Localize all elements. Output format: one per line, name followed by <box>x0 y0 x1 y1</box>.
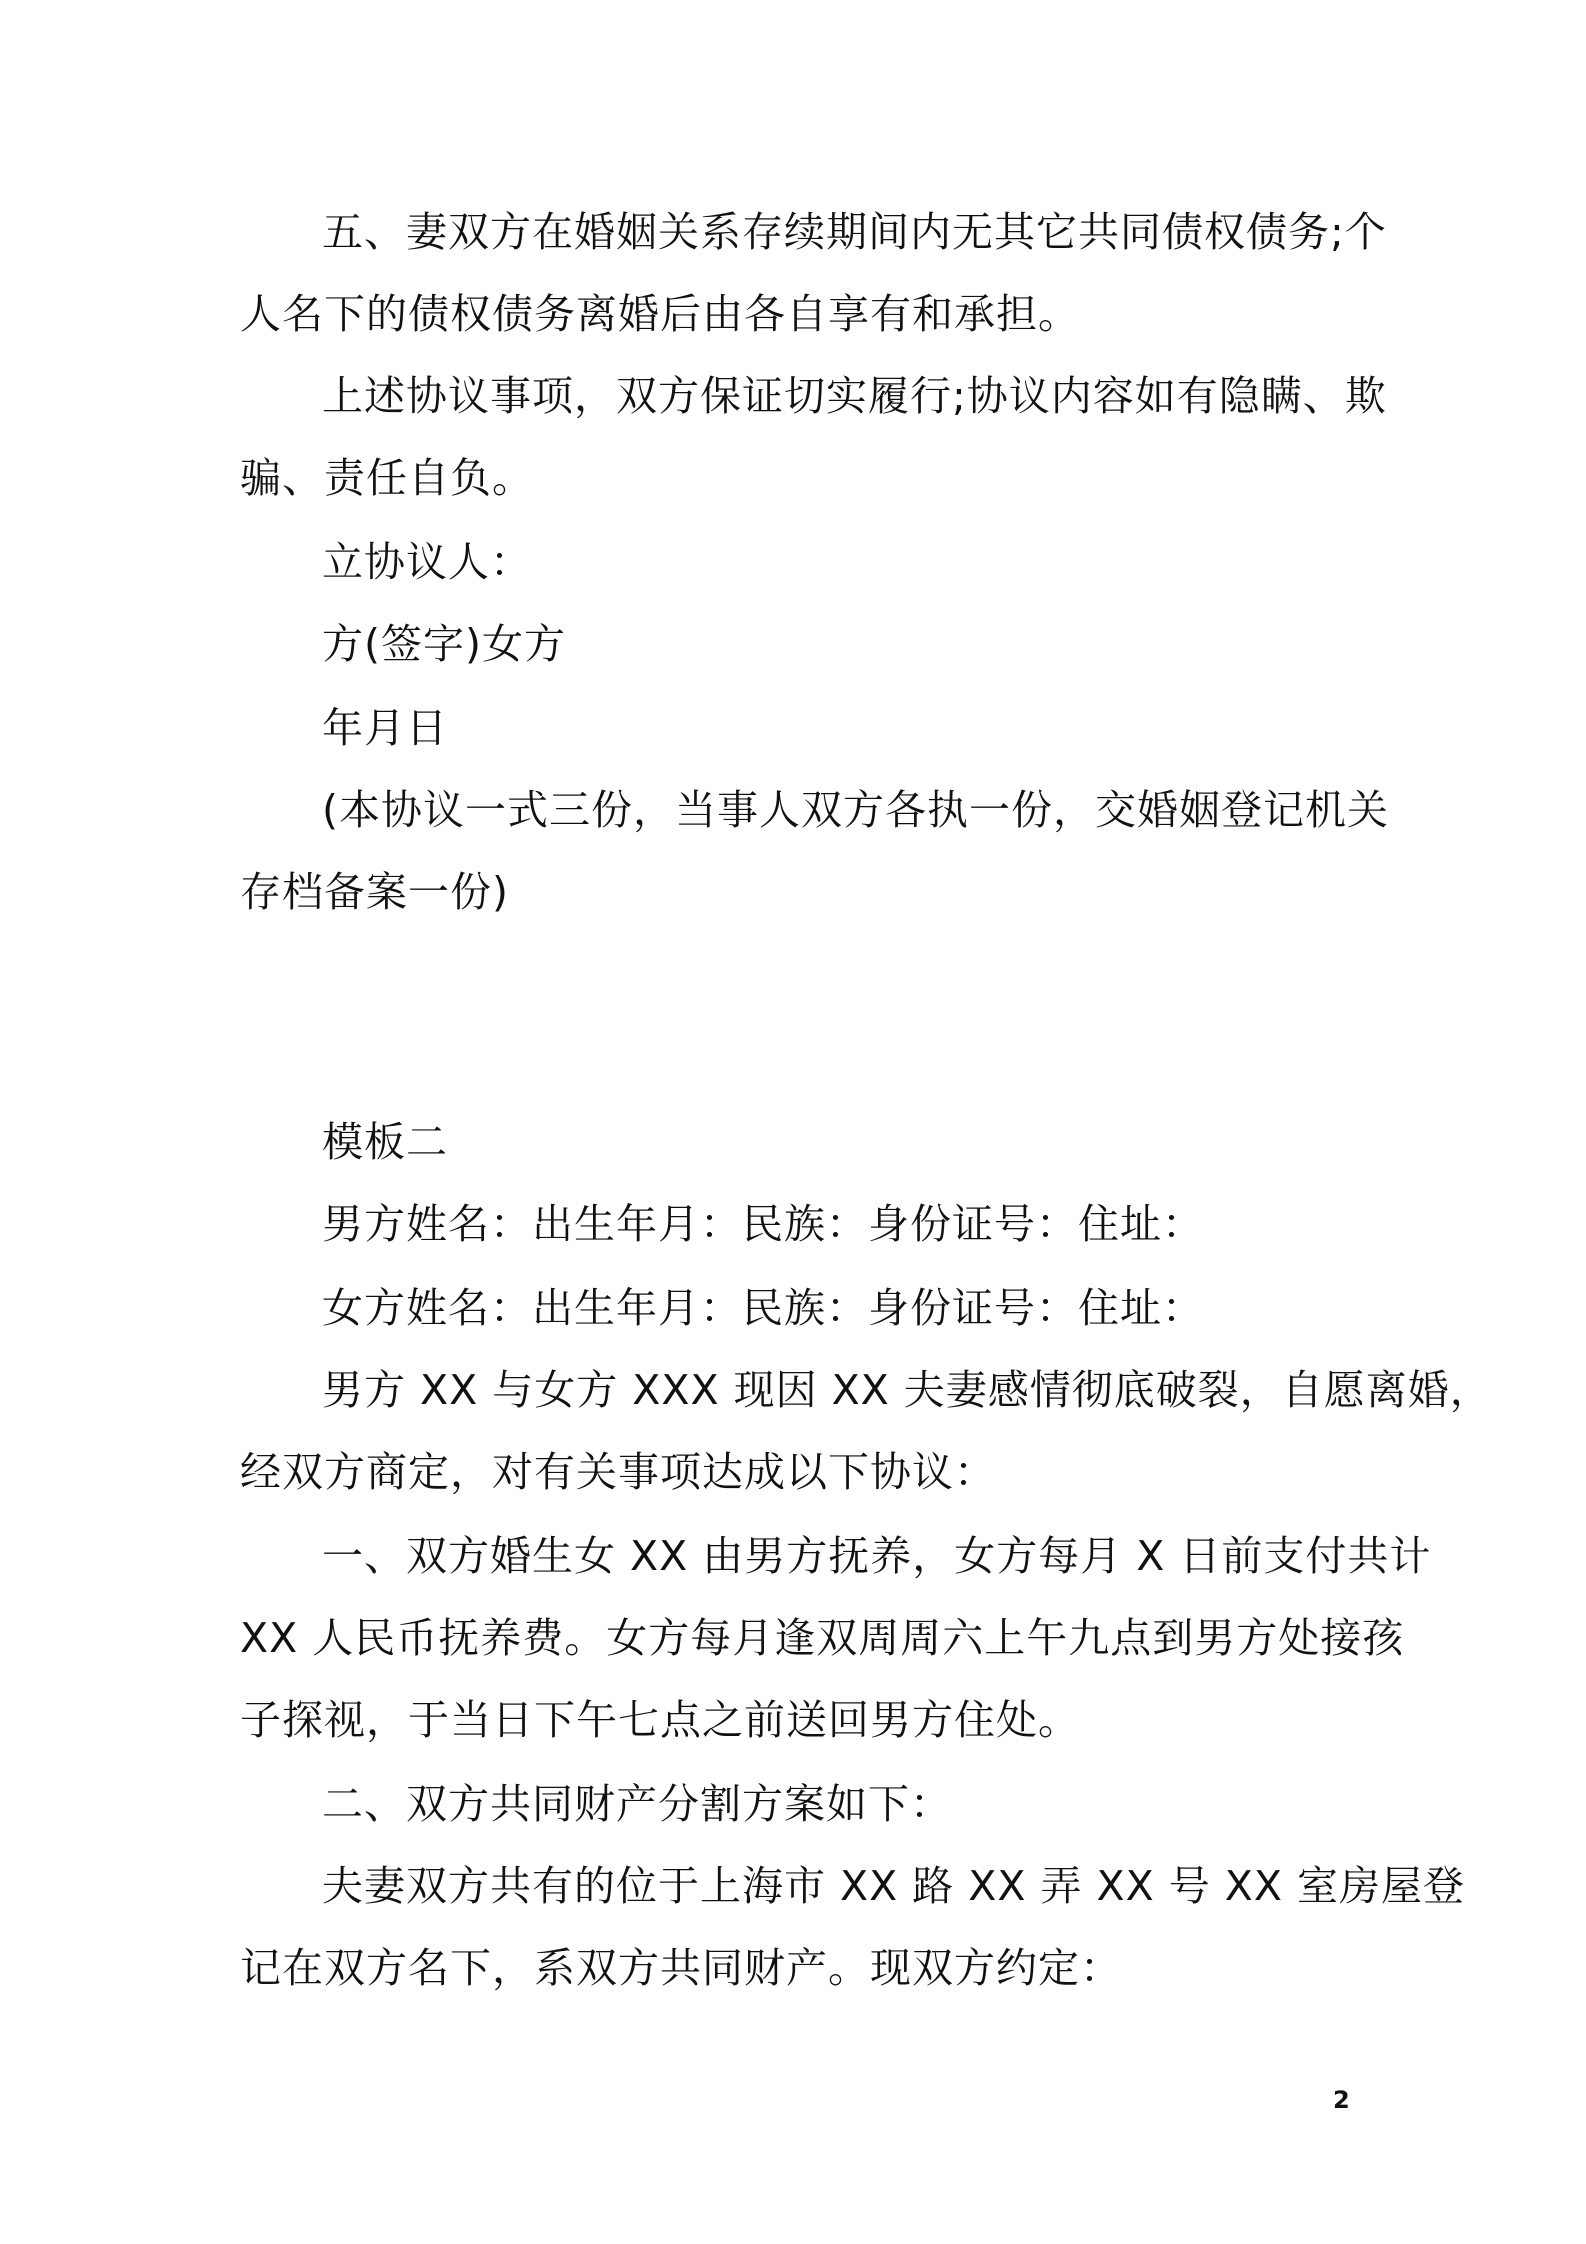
section-heading: 模板二 <box>322 1118 448 1166</box>
paragraph-line: 五、妻双方在婚姻关系存续期间内无其它共同债权债务;个 <box>322 208 1387 256</box>
paragraph-line: 夫妻双方共有的位于上海市 XX 路 XX 弄 XX 号 XX 室房屋登 <box>322 1862 1465 1910</box>
paragraph-line: 经双方商定，对有关事项达成以下协议： <box>240 1448 996 1496</box>
form-fields-line: 女方姓名：出生年月：民族：身份证号：住址： <box>322 1284 1204 1332</box>
paragraph-line: 人名下的债权债务离婚后由各自享有和承担。 <box>240 290 1080 338</box>
paragraph-line: 一、双方婚生女 XX 由男方抚养，女方每月 X 日前支付共计 <box>322 1532 1432 1580</box>
paragraph-line: (本协议一式三份，当事人双方各执一份，交婚姻登记机关 <box>322 786 1389 834</box>
paragraph-line: 存档备案一份) <box>240 868 509 916</box>
page-number: 2 <box>1333 2086 1350 2114</box>
paragraph-line: 骗、责任自负。 <box>240 454 534 502</box>
signature-line: 方(签字)女方 <box>322 620 566 668</box>
paragraph-line: 记在双方名下，系双方共同财产。现双方约定： <box>240 1944 1122 1992</box>
signatory-label: 立协议人： <box>322 538 532 586</box>
paragraph-line: 上述协议事项，双方保证切实履行;协议内容如有隐瞒、欺 <box>322 372 1387 420</box>
paragraph-line: XX 人民币抚养费。女方每月逢双周周六上午九点到男方处接孩 <box>240 1614 1405 1662</box>
paragraph-line: 二、双方共同财产分割方案如下： <box>322 1780 952 1828</box>
paragraph-line: 子探视，于当日下午七点之前送回男方住处。 <box>240 1696 1080 1744</box>
form-fields-line: 男方姓名：出生年月：民族：身份证号：住址： <box>322 1200 1204 1248</box>
date-line: 年月日 <box>322 704 448 752</box>
paragraph-line: 男方 XX 与女方 XXX 现因 XX 夫妻感情彻底破裂，自愿离婚， <box>322 1366 1492 1414</box>
